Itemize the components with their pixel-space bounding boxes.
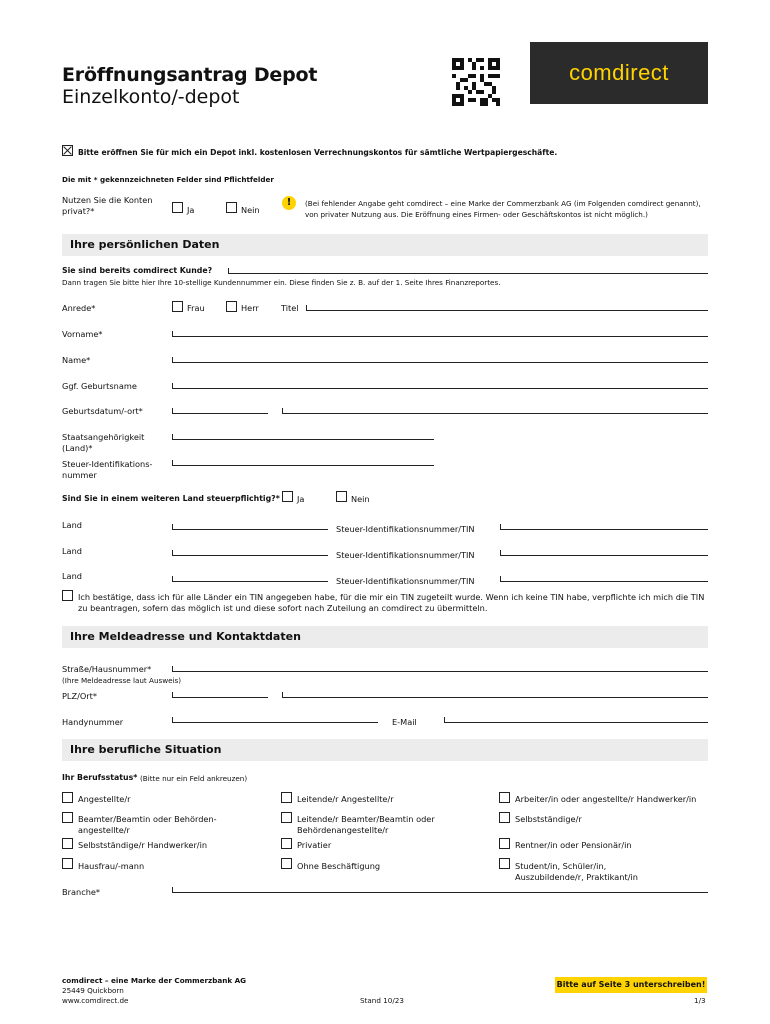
depot-request-text: Bitte eröffnen Sie für mich ein Depot inkl. kostenlosen Verrechnungskontos für sämtliche Wertpapiergeschäfte.	[78, 148, 558, 157]
land-field[interactable]	[172, 581, 328, 582]
vorname-field[interactable]	[172, 336, 708, 337]
customer-hint: Dann tragen Sie bitte hier Ihre 10-stellige Kundennummer ein. Diese finden Sie z. B. auf der 1. Seite Ihres Finanzreportes.	[62, 278, 501, 287]
depot-request-checkbox[interactable]	[62, 145, 73, 156]
warning-icon: !	[282, 196, 296, 210]
phone-field[interactable]	[172, 722, 378, 723]
job-option-label: Ohne Beschäftigung	[297, 861, 381, 871]
private-yes-checkbox[interactable]	[172, 202, 183, 213]
footer-company: comdirect – eine Marke der Commerzbank AG	[62, 976, 247, 985]
job-option-checkbox[interactable]	[62, 792, 73, 803]
job-option-label: Beamter/Beamtin oder Behörden-angestellte/r	[78, 814, 217, 835]
footer-web: www.comdirect.de	[62, 996, 129, 1005]
job-option-label: Angestellte/r	[78, 794, 131, 804]
other-tax-yes-checkbox[interactable]	[282, 491, 293, 502]
job-option-checkbox[interactable]	[281, 812, 292, 823]
job-option-checkbox[interactable]	[62, 838, 73, 849]
job-option-checkbox[interactable]	[499, 792, 510, 803]
street-hint: (Ihre Meldeadresse laut Ausweis)	[62, 676, 182, 685]
land-label: Land	[62, 520, 82, 530]
job-option-checkbox[interactable]	[62, 812, 73, 823]
tin-confirm-checkbox[interactable]	[62, 590, 73, 601]
tin-confirm-text: Ich bestätige, dass ich für alle Länder ein TIN angegeben habe, für die mir ein TIN zugeteilt wurde. Wenn ich keine TIN habe, verpflichte ich mich die TIN zu beantragen, sofern das möglich ist und diese sofort nach Zuteilung an comdirect zu übermitteln.	[78, 592, 705, 613]
plz-field[interactable]	[172, 697, 268, 698]
tin-label: Steuer-Identifikationsnummer/TIN	[336, 576, 475, 586]
job-option-label: Selbstständige/r	[515, 814, 582, 824]
other-tax-no-checkbox[interactable]	[336, 491, 347, 502]
tin-label: Steuer-Identifikationsnummer/TIN	[336, 524, 475, 534]
job-option-label: Hausfrau/-mann	[78, 861, 145, 871]
tin-label: Steuer-Identifikationsnummer/TIN	[336, 550, 475, 560]
brand-logo: comdirect	[530, 42, 708, 104]
street-label: Straße/Hausnummer*	[62, 664, 152, 674]
staat-field[interactable]	[172, 439, 434, 440]
job-option-label: Rentner/in oder Pensionär/in	[515, 840, 632, 850]
land-field[interactable]	[172, 555, 328, 556]
salutation-label: Anrede*	[62, 303, 96, 313]
salutation-herr-checkbox[interactable]	[226, 301, 237, 312]
section-heading: Ihre berufliche Situation	[70, 743, 222, 756]
staat-label: Staatsangehörigkeit (Land)*	[62, 432, 145, 453]
vorname-label: Vorname*	[62, 329, 103, 339]
sign-note-badge: Bitte auf Seite 3 unterschreiben!	[555, 977, 707, 993]
job-option-label: Leitende/r Beamter/Beamtin oder Behördenangestellte/r	[297, 814, 435, 835]
job-option-label: Leitende/r Angestellte/r	[297, 794, 394, 804]
land-field[interactable]	[172, 529, 328, 530]
branche-field[interactable]	[172, 892, 708, 893]
qr-code-icon	[452, 58, 500, 106]
job-option-label: Privatier	[297, 840, 332, 850]
tin-field[interactable]	[500, 529, 708, 530]
geburtsort-field[interactable]	[282, 413, 708, 414]
geburtsname-field[interactable]	[172, 388, 708, 389]
footer-city: 25449 Quickborn	[62, 986, 124, 995]
titel-label: Titel	[281, 303, 299, 313]
form-title: Eröffnungsantrag Depot	[62, 64, 318, 86]
ort-field[interactable]	[282, 697, 708, 698]
steuer-id-field[interactable]	[172, 465, 434, 466]
geburtsname-label: Ggf. Geburtsname	[62, 381, 137, 391]
plz-label: PLZ/Ort*	[62, 691, 97, 701]
land-label: Land	[62, 571, 82, 581]
email-field[interactable]	[444, 722, 708, 723]
other-tax-yes-label: Ja	[297, 494, 305, 504]
salutation-herr-label: Herr	[241, 303, 259, 313]
salutation-frau-label: Frau	[187, 303, 205, 313]
phone-label: Handynummer	[62, 717, 124, 727]
other-tax-question: Sind Sie in einem weiteren Land steuerpflichtig?*	[62, 494, 280, 503]
section-address	[62, 626, 708, 648]
customer-question: Sie sind bereits comdirect Kunde?	[62, 266, 213, 275]
salutation-frau-checkbox[interactable]	[172, 301, 183, 312]
other-tax-no-label: Nein	[351, 494, 370, 504]
private-no-label: Nein	[241, 205, 260, 215]
job-option-checkbox[interactable]	[281, 838, 292, 849]
name-field[interactable]	[172, 362, 708, 363]
land-label: Land	[62, 546, 82, 556]
private-use-label: Nutzen Sie die Konten privat?*	[62, 195, 153, 216]
customer-number-field[interactable]	[228, 273, 708, 274]
job-option-checkbox[interactable]	[62, 858, 73, 869]
section-heading: Ihre persönlichen Daten	[70, 238, 220, 251]
job-option-checkbox[interactable]	[499, 858, 510, 869]
steuer-id-label: Steuer-Identifikations-nummer	[62, 459, 153, 480]
job-option-checkbox[interactable]	[281, 792, 292, 803]
page-number: 1/3	[694, 996, 706, 1005]
required-note: Die mit * gekennzeichneten Felder sind Pflichtfelder	[62, 175, 274, 184]
job-option-label: Selbstständige/r Handwerker/in	[78, 840, 208, 850]
street-field[interactable]	[172, 671, 708, 672]
name-label: Name*	[62, 355, 91, 365]
job-option-checkbox[interactable]	[281, 858, 292, 869]
branche-label: Branche*	[62, 887, 101, 897]
private-yes-label: Ja	[187, 205, 195, 215]
tin-field[interactable]	[500, 581, 708, 582]
private-no-checkbox[interactable]	[226, 202, 237, 213]
geburtsdatum-field[interactable]	[172, 413, 268, 414]
footer-stand: Stand 10/23	[360, 996, 404, 1005]
job-status-hint: (Bitte nur ein Feld ankreuzen)	[140, 774, 248, 783]
job-status-label: Ihr Berufsstatus*	[62, 773, 138, 782]
titel-field[interactable]	[306, 310, 708, 311]
job-option-checkbox[interactable]	[499, 838, 510, 849]
email-label: E-Mail	[392, 717, 417, 727]
form-subtitle: Einzelkonto/-depot	[62, 86, 240, 108]
tin-field[interactable]	[500, 555, 708, 556]
section-job	[62, 739, 708, 761]
job-option-checkbox[interactable]	[499, 812, 510, 823]
warning-text: (Bei fehlender Angabe geht comdirect – eine Marke der Commerzbank AG (im Folgenden comdirect genannt), von privater Nutzung aus. Die Eröffnung eines Firmen- oder Geschäftskontos ist nicht möglich.)	[305, 199, 701, 219]
job-option-label: Student/in, Schüler/in, Auszubildende/r, Praktikant/in	[515, 861, 638, 882]
section-heading: Ihre Meldeadresse und Kontaktdaten	[70, 630, 301, 643]
section-personal-data	[62, 234, 708, 256]
job-option-label: Arbeiter/in oder angestellte/r Handwerker/in	[515, 794, 697, 804]
geburtsdatum-label: Geburtsdatum/-ort*	[62, 406, 143, 416]
